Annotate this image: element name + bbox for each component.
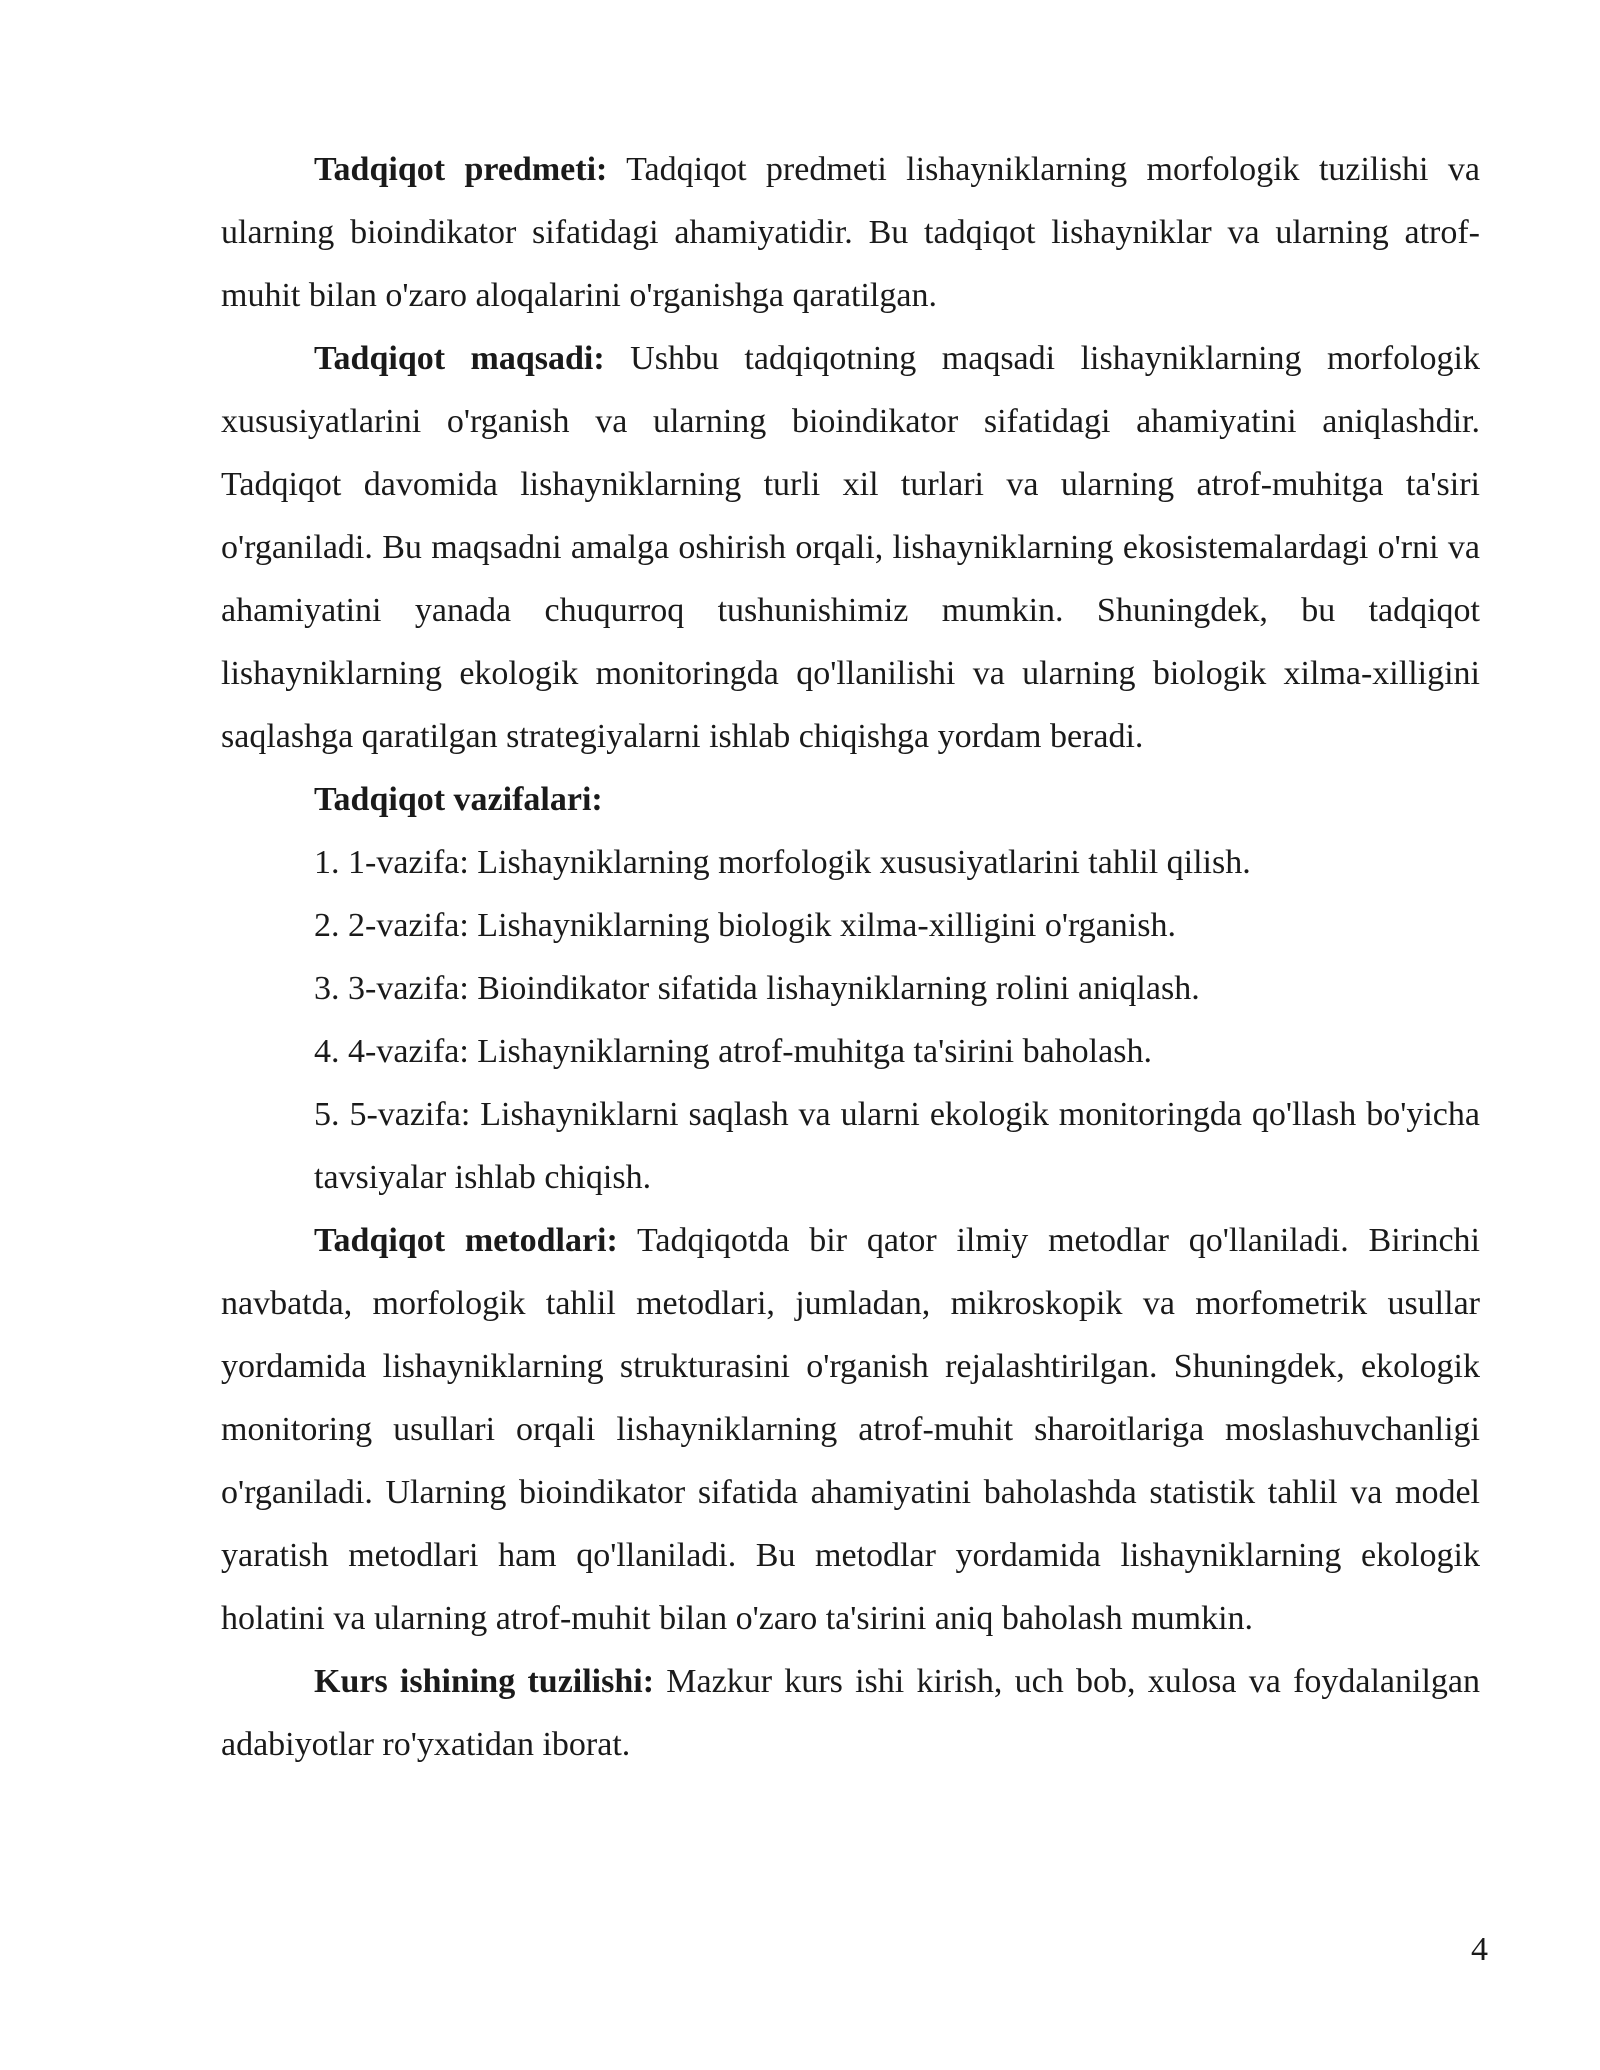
- paragraph-text: Tadqiqotda bir qator ilmiy metodlar qo'llaniladi. Birinchi navbatda, morfologik tahlil metodlari, jumladan, mikroskopik va morfometrik usullar yordamida lishayniklarning strukturasini o'rganish rejalashtirilgan. Shuningdek, ekologik monitoring usullari orqali lishayniklarning atrof-muhit sharoitlariga moslashuvchanligi o'rganiladi. Ularning bioindikator sifatida ahamiyatini baholashda statistik tahlil va model yaratish metodlari ham qo'llaniladi. Bu metodlar yordamida lishayniklarning ekologik holatini va ularning atrof-muhit bilan o'zaro ta'sirini aniq baholash mumkin.: [221, 1222, 1480, 1637]
- paragraph-label: Tadqiqot predmeti:: [314, 151, 608, 188]
- task-list-item: 1. 1-vazifa: Lishayniklarning morfologik xususiyatlarini tahlil qilish.: [314, 844, 1251, 881]
- task-list-item: 4. 4-vazifa: Lishayniklarning atrof-muhitga ta'sirini baholash.: [314, 1033, 1152, 1070]
- task-list-item: 2. 2-vazifa: Lishayniklarning biologik xilma-xilligini o'rganish.: [314, 907, 1176, 944]
- paragraph-text: Ushbu tadqiqotning maqsadi lishayniklarning morfologik xususiyatlarini o'rganish va ularning bioindikator sifatidagi ahamiyatini aniqlashdir. Tadqiqot davomida lishayniklarning turli xil turlari va ularning atrof-muhitga ta'siri o'rganiladi. Bu maqsadni amalga oshirish orqali, lishayniklarning ekosistemalardagi o'rni va ahamiyatini yanada chuqurroq tushunishimiz mumkin. Shuningdek, bu tadqiqot lishayniklarning ekologik monitoringda qo'llanilishi va ularning biologik xilma-xilligini saqlashga qaratilgan strategiyalarni ishlab chiqishga yordam beradi.: [221, 340, 1481, 755]
- tasks-heading: Tadqiqot vazifalari:: [314, 781, 603, 818]
- paragraph-label: Tadqiqot maqsadi:: [314, 340, 605, 377]
- paragraph-text: Mazkur kurs ishi kirish, uch bob, xulosa va foydalanilgan adabiyotlar ro'yxatidan iborat.: [221, 1663, 1481, 1763]
- paragraph-research-goal: [221, 327, 1480, 768]
- page-number: 4: [1471, 1931, 1488, 1968]
- paragraph-research-methods: [221, 1209, 1480, 1650]
- page-body: [221, 138, 1480, 1776]
- paragraph-label: Kurs ishining tuzilishi:: [314, 1663, 655, 1700]
- task-list-item: 3. 3-vazifa: Bioindikator sifatida lishayniklarning rolini aniqlash.: [314, 970, 1200, 1007]
- paragraph-label: Tadqiqot metodlari:: [314, 1222, 618, 1259]
- paragraph-research-subject: [221, 138, 1480, 327]
- paragraph-course-structure: [221, 1650, 1480, 1776]
- paragraph-text: Tadqiqot predmeti lishayniklarning morfologik tuzilishi va ularning bioindikator sifatidagi ahamiyatidir. Bu tadqiqot lishayniklar va ularning atrof-muhit bilan o'zaro aloqalarini o'rganishga qaratilgan.: [221, 151, 1480, 314]
- task-list-item: 5. 5-vazifa: Lishayniklarni saqlash va ularni ekologik monitoringda qo'llash bo'yicha tavsiyalar ishlab chiqish.: [314, 1096, 1480, 1196]
